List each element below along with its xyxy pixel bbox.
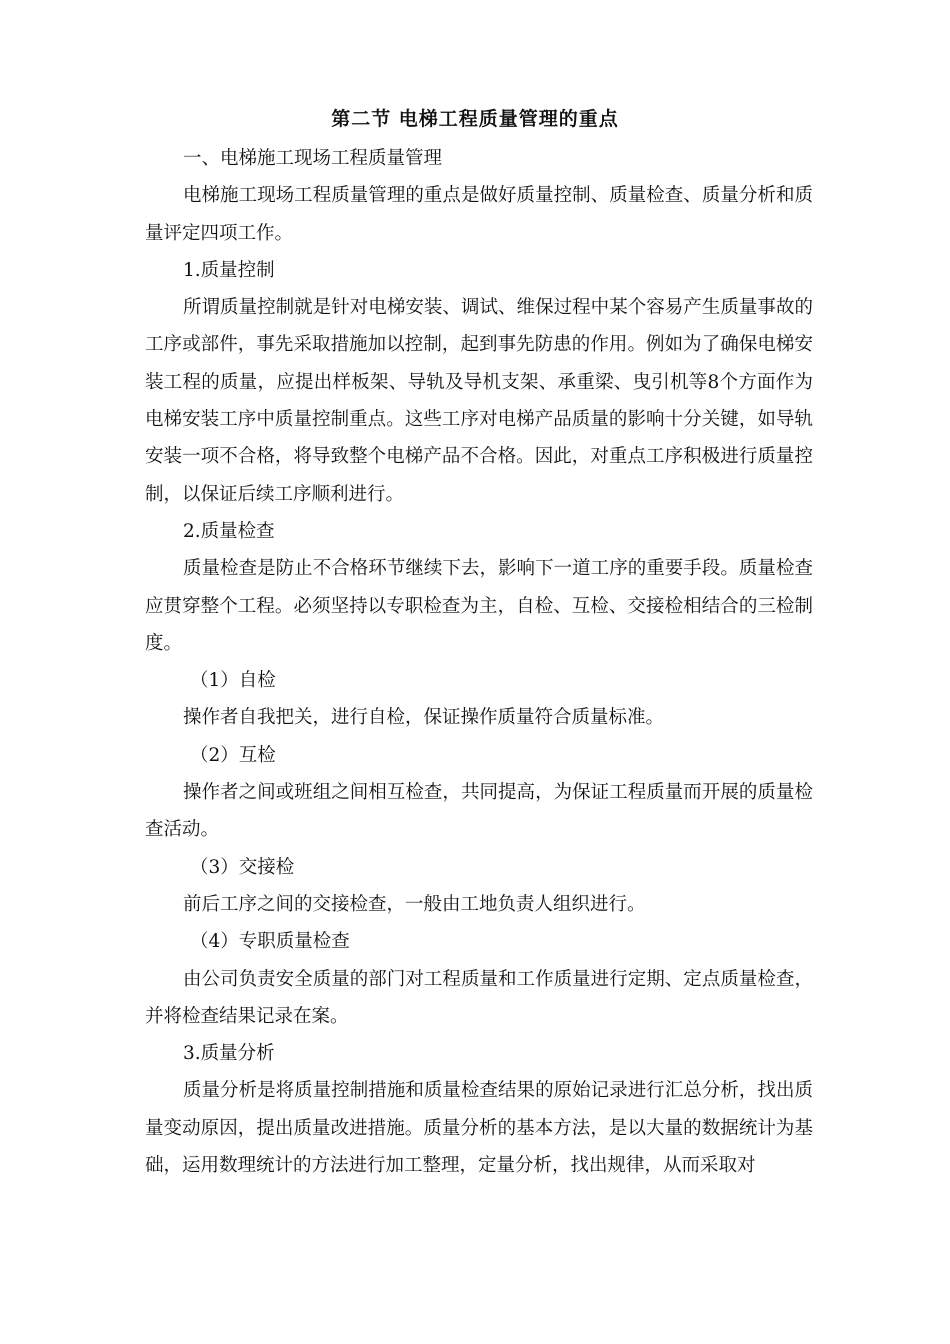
subheading-handover-check: （3）交接检 xyxy=(190,856,295,878)
heading-1: 一、电梯施工现场工程质量管理 xyxy=(183,148,443,169)
paragraph: 质量检查是防止不合格环节继续下去，影响下一道工序的重要手段。质量检查应贯穿整个工程。必须坚持以专职检查为主，自检、互检、交接检相结合的三检制度。 xyxy=(145,558,813,654)
paragraph: 前后工序之间的交接检查，一般由工地负责人组织进行。 xyxy=(183,893,646,915)
subheading-mutual-check: （2）互检 xyxy=(190,744,276,766)
paragraph: 质量分析是将质量控制措施和质量检查结果的原始记录进行汇总分析，找出质量变动原因，提出质量改进措施。质量分析的基本方法，是以大量的数据统计为基础，运用数理统计的方法进行加工整理，定量分析，找出规律，从而采取对 xyxy=(145,1080,813,1177)
paragraph: 由公司负责安全质量的部门对工程质量和工作质量进行定期、定点质量检查，并将检查结果记录在案。 xyxy=(145,968,813,1027)
subheading-self-check: （1）自检 xyxy=(190,670,276,692)
paragraph: 操作者自我把关，进行自检，保证操作质量符合质量标准。 xyxy=(183,707,665,729)
paragraph: 电梯施工现场工程质量管理的重点是做好质量控制、质量检查、质量分析和质量评定四项工作。 xyxy=(145,185,813,244)
section-title: 第二节 电梯工程质量管理的重点 xyxy=(331,108,619,130)
heading-quality-analysis: 3.质量分析 xyxy=(183,1043,275,1065)
document-body xyxy=(145,140,813,1184)
heading-quality-inspection: 2.质量检查 xyxy=(183,520,275,542)
paragraph: 所谓质量控制就是针对电梯安装、调试、维保过程中某个容易产生质量事故的工序或部件，事先采取措施加以控制，起到事先防患的作用。例如为了确保电梯安装工程的质量，应提出样板架、导轨及导机支架、承重梁、曳引机等8个方面作为电梯安装工序中质量控制重点。这些工序对电梯产品质量的影响十分关键，如导轨安装一项不合格，将导致整个电梯产品不合格。因此，对重点工序积极进行质量控制，以保证后续工序顺利进行。 xyxy=(145,297,813,505)
heading-quality-control: 1.质量控制 xyxy=(183,259,275,281)
paragraph: 操作者之间或班组之间相互检查，共同提高，为保证工程质量而开展的质量检查活动。 xyxy=(145,782,813,841)
subheading-professional-check: （4）专职质量检查 xyxy=(190,931,350,953)
